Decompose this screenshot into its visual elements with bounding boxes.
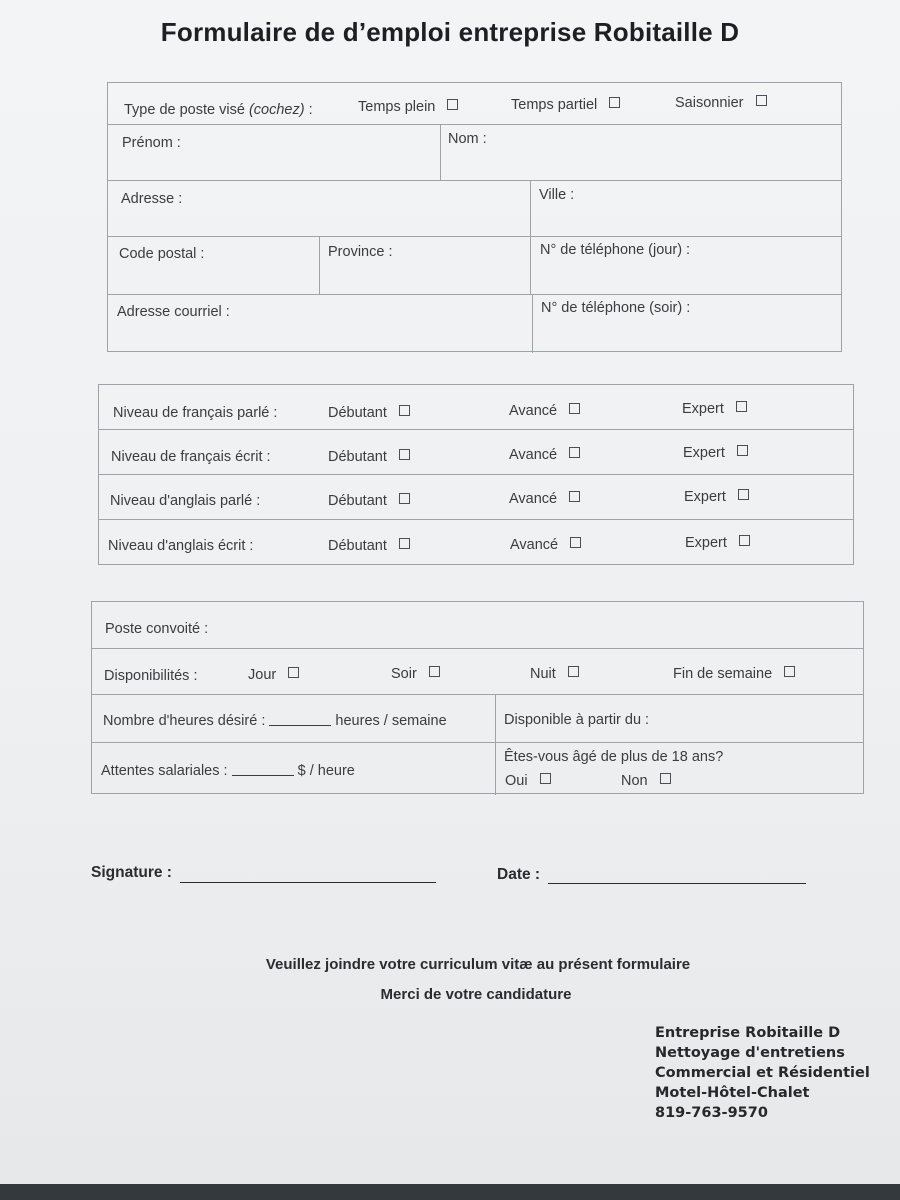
job-type-label: Type de poste visé (cochez) :: [124, 102, 313, 118]
date-label: Date :: [497, 866, 541, 883]
company-phone: 819-763-9570: [655, 1105, 768, 1121]
checkbox[interactable]: [784, 666, 795, 677]
level-advanced[interactable]: Avancé: [509, 403, 580, 419]
checkbox[interactable]: [429, 666, 440, 677]
option-part-time[interactable]: Temps partiel: [511, 97, 620, 113]
language-row: [99, 520, 853, 566]
checkbox[interactable]: [540, 773, 551, 784]
company-info: [655, 1023, 870, 1123]
availability-night[interactable]: Nuit: [530, 666, 579, 682]
checkbox[interactable]: [569, 491, 580, 502]
desired-position-row: [92, 602, 863, 649]
age-question: Êtes-vous âgé de plus de 18 ans?: [504, 749, 724, 765]
age-no[interactable]: Non: [621, 773, 671, 789]
thank-you: Merci de votre candidature: [380, 986, 572, 1003]
email-field[interactable]: Adresse courriel :: [117, 304, 230, 320]
postal-code-field[interactable]: Code postal :: [119, 246, 205, 262]
checkbox[interactable]: [399, 493, 410, 504]
first-name-field[interactable]: Prénom :: [122, 135, 181, 151]
level-advanced[interactable]: Avancé: [510, 537, 581, 553]
option-seasonal[interactable]: Saisonnier: [675, 95, 767, 111]
checkbox[interactable]: [660, 773, 671, 784]
company-service: Nettoyage d'entretiens: [655, 1045, 845, 1061]
level-advanced[interactable]: Avancé: [509, 491, 580, 507]
checkbox[interactable]: [756, 95, 767, 106]
company-type: Commercial et Résidentiel: [655, 1065, 870, 1081]
personal-info-table: [107, 82, 842, 352]
availability-evening[interactable]: Soir: [391, 666, 440, 682]
name-row: [108, 125, 841, 181]
job-type-row: [108, 83, 841, 125]
checkbox[interactable]: [738, 489, 749, 500]
postal-row: [108, 237, 841, 295]
checkbox[interactable]: [447, 99, 458, 110]
language-row: [99, 430, 853, 475]
language-label: Niveau d'anglais parlé :: [110, 493, 261, 509]
availability-label: Disponibilités :: [104, 668, 198, 684]
level-expert[interactable]: Expert: [682, 401, 747, 417]
signature-label: Signature :: [91, 864, 172, 881]
signature-line[interactable]: [180, 868, 436, 883]
level-beginner[interactable]: Débutant: [328, 449, 410, 465]
email-row: [108, 295, 841, 353]
language-row: [99, 475, 853, 520]
checkbox[interactable]: [568, 666, 579, 677]
checkbox[interactable]: [288, 667, 299, 678]
province-field[interactable]: Province :: [328, 244, 393, 260]
checkbox[interactable]: [609, 97, 620, 108]
evening-phone-field[interactable]: N° de téléphone (soir) :: [541, 300, 691, 316]
checkbox[interactable]: [736, 401, 747, 412]
cv-instruction: Veuillez joindre votre curriculum vitæ au présent formulaire: [265, 956, 691, 973]
language-label: Niveau de français écrit :: [111, 449, 271, 465]
day-phone-field[interactable]: N° de téléphone (jour) :: [540, 242, 691, 258]
option-full-time[interactable]: Temps plein: [358, 99, 458, 115]
age-yes[interactable]: Oui: [505, 773, 551, 789]
availability-table: [91, 601, 864, 794]
language-row: [99, 385, 853, 430]
date-line[interactable]: [548, 869, 806, 884]
checkbox[interactable]: [739, 535, 750, 546]
hours-blank[interactable]: [269, 713, 331, 726]
company-places: Motel-Hôtel-Chalet: [655, 1085, 810, 1101]
level-expert[interactable]: Expert: [683, 445, 748, 461]
hours-row: [92, 695, 863, 743]
level-beginner[interactable]: Débutant: [328, 493, 410, 509]
last-name-field[interactable]: Nom :: [448, 131, 487, 147]
salary-row: [92, 743, 863, 795]
language-table: [98, 384, 854, 565]
level-beginner[interactable]: Débutant: [328, 538, 410, 554]
address-row: [108, 181, 841, 237]
availability-weekend[interactable]: Fin de semaine: [673, 666, 795, 682]
checkbox[interactable]: [569, 403, 580, 414]
availability-row: [92, 649, 863, 695]
address-field[interactable]: Adresse :: [121, 191, 183, 207]
form-title: Formulaire de d’emploi entreprise Robitaille D: [160, 17, 740, 47]
salary-field[interactable]: Attentes salariales : $ / heure: [101, 763, 355, 779]
background-surface: [0, 1184, 900, 1200]
checkbox[interactable]: [399, 449, 410, 460]
checkbox[interactable]: [569, 447, 580, 458]
hours-field[interactable]: Nombre d'heures désiré : heures / semaine: [103, 713, 447, 729]
level-expert[interactable]: Expert: [684, 489, 749, 505]
availability-day[interactable]: Jour: [248, 667, 299, 683]
language-label: Niveau d'anglais écrit :: [108, 538, 254, 554]
desired-position-field[interactable]: Poste convoité :: [105, 621, 209, 637]
checkbox[interactable]: [399, 405, 410, 416]
level-expert[interactable]: Expert: [685, 535, 750, 551]
city-field[interactable]: Ville :: [539, 187, 575, 203]
checkbox[interactable]: [570, 537, 581, 548]
language-label: Niveau de français parlé :: [113, 405, 278, 421]
start-date-field[interactable]: Disponible à partir du :: [504, 712, 650, 728]
level-advanced[interactable]: Avancé: [509, 447, 580, 463]
level-beginner[interactable]: Débutant: [328, 405, 410, 421]
checkbox[interactable]: [737, 445, 748, 456]
company-name: Entreprise Robitaille D: [655, 1025, 841, 1041]
salary-blank[interactable]: [232, 763, 294, 776]
checkbox[interactable]: [399, 538, 410, 549]
